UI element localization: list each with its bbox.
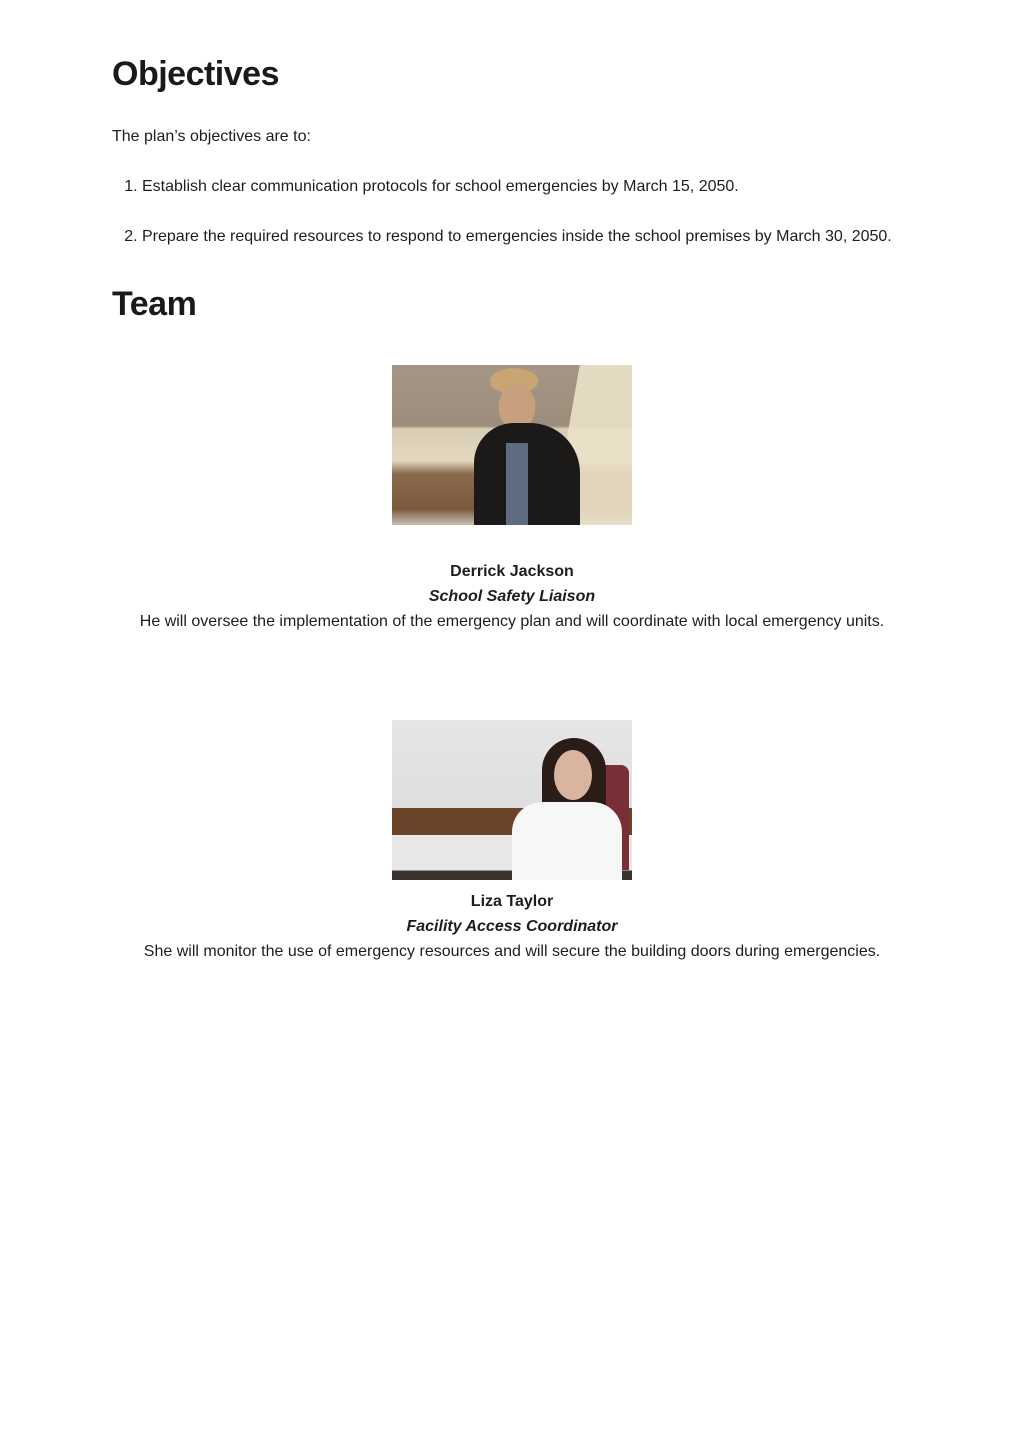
member-photo [392,365,632,525]
photo-detail-face [554,750,592,800]
objectives-intro: The plan’s objectives are to: [112,128,311,145]
objectives-heading: Objectives [112,55,279,93]
member-name: Liza Taylor [470,893,554,910]
team-member-card [0,365,1024,634]
objectives-list [112,178,942,278]
team-heading: Team [112,285,197,323]
member-photo [392,720,632,880]
member-caption [0,559,1024,634]
objective-item: 2. Prepare the required resources to respond to emergencies inside the school premises by March 30, 2050. [142,228,942,246]
objective-item: 1. Establish clear communication protocols for school emergencies by March 15, 2050. [142,178,942,196]
photo-detail-blouse [512,802,622,880]
member-role: School Safety Liaison [428,588,596,605]
member-caption [0,889,1024,964]
photo-detail-shirt [506,443,528,525]
member-role: Facility Access Coordinator [406,918,618,935]
member-description: He will oversee the implementation of the emergency plan and will coordinate with local emergency units. [139,613,885,630]
member-description: She will monitor the use of emergency resources and will secure the building doors during emergencies. [143,943,881,960]
team-member-card [0,720,1024,964]
member-name: Derrick Jackson [450,563,574,580]
